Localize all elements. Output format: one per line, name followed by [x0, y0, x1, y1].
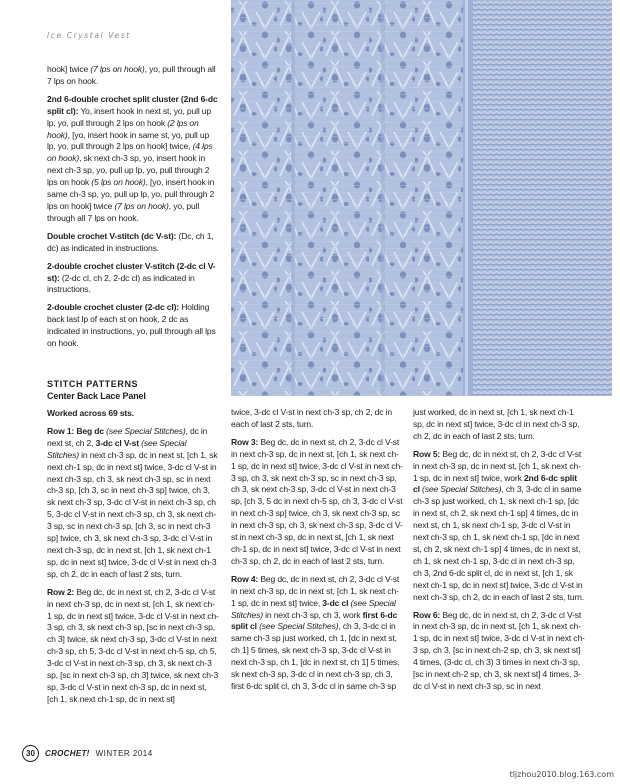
publication-name: CROCHET! — [45, 748, 90, 758]
swatch-image — [231, 0, 612, 396]
row-3-instructions: Row 3: Beg dc, dc in next st, ch 2, 3-dc cl V-st in next ch-3 sp, dc in next st, [ch 1, sk next ch-1 sp, dc in next st] twice, 3-dc cl V-st in next ch-3 sp, ch 3, sk next ch-3 sp, sc in next ch-3 sp, ch 3, sk next ch-3 sp, 3-dc cl V-st in next ch-3 sp, [ch 3, 5 dc in next ch-5 sp, ch 3, 3-dc cl V-st in next ch-3 sp] twice, ch 3, sk next ch-3 sp, sc in next ch-3 sp, ch 3, sk next ch-3 sp, 3-dc cl V-st in next ch-3 sp, dc in next st, [ch 1, sk next ch-1 sp, dc in next st] twice, 3-dc cl V-st in next ch-3 sp, ch 2, dc in each of last 2 sts, turn. — [231, 436, 403, 566]
worked-across-note: Worked across 69 sts. — [47, 408, 134, 418]
paragraph-2dc-cl-v-stitch: 2-double crochet cluster V-stitch (2-dc cl V-st): (2-dc cl, ch 2, 2-dc cl) as indicated in instructions. — [47, 260, 216, 295]
page-number: 30 — [22, 745, 39, 762]
paragraph-cluster-end: hook] twice (7 lps on hook), yo, pull through all 7 lps on hook. — [47, 64, 216, 86]
watermark: tljzhou2010.blog.163.com — [509, 770, 614, 779]
running-head: Ice Crystal Vest — [47, 31, 131, 40]
crochet-swatch-photo — [231, 0, 612, 396]
row-5-instructions: Row 5: Beg dc, dc in next st, ch 2, 3-dc cl V-st in next ch-3 sp, dc in next st, [ch 1, sk next ch-1 sp, dc in next st] twice, work 2nd 6-dc split cl (see Special Stitches), ch 3, 3-dc cl in same ch-3 sp just worked, ch 1, sk next ch-1 sp, [dc in next st, ch 2, sk next ch-1 sp] 4 times, dc in next st, ch 1, sk next ch-1 sp, 3-dc cl V-st in next ch-3 sp, ch 1, sk next ch-1 sp, [dc in next st, ch 2, sk next ch-1 sp] 4 times, dc in next st, ch 1, sk next ch-1 sp, 3-dc cl in next ch-3 sp, ch 3, 2nd 6-dc split cl, dc in next st, [ch 1, sk next ch-1 sp, dc in next st] twice, 3-dc cl V-st in next ch-3 sp, ch 2, dc in each of last 2 sts, turn. — [413, 448, 584, 602]
paragraph-dc-v-stitch: Double crochet V-stitch (dc V-st): (Dc, ch 1, dc) as indicated in instructions. — [47, 230, 214, 253]
paragraph-2nd-6dc-split-cluster: 2nd 6-double crochet split cluster (2nd 6-dc split cl): Yo, insert hook in next st, yo, pull up lp, yo, pull through 2 lps on hook (2 lps on hook), [yo, insert hook in same st, yo, pull up lp, yo, pull through 2 lps on hook] twice, (4 lps on hook), sk next ch-3 sp, yo, insert hook in next ch-3 sp, yo, pull up lp, yo, pull through 2 lps on hook (5 lps on hook), [yo, insert hook in same ch-3 sp, yo, pull up lp, yo, pull through 2 lps on hook] twice (7 lps on hook), yo, pull through all 7 lps on hook. — [47, 93, 218, 223]
middle-column — [231, 407, 403, 699]
row-1-instructions: Row 1: Beg dc (see Special Stitches), dc in next st, ch 2, 3-dc cl V-st (see Special Stitches) in next ch-3 sp, dc in next st, [ch 1, sk next ch-1 sp, dc in next st] twice, 3-dc cl V-st in next ch-3 sp, ch 3, sk next ch-3 sp, sc in next ch-3 sp, [ch 3, sc in next ch-3 sp] twice, ch 3, sk next ch-3 sp, 3-dc cl V-st in next ch-3 sp, ch 5, 3-dc cl V-st in next ch-3 sp, ch 3, sk next ch-3 sp, sc in next ch-3 sp, [ch 3, sc in next ch-3 sp] twice, ch 3, sk next ch-3 sp, 3-dc cl V-st in next ch-3 sp, dc in next st, [ch 1, sk next ch-1 sp, dc in next st] twice, 3-dc cl V-st in next ch-3 sp, ch 2, dc in each of last 2 sts, turn. — [47, 425, 218, 579]
row-2-instructions: Row 2: Beg dc, dc in next st, ch 2, 3-dc cl V-st in next ch-3 sp, dc in next st, [ch 1, sk next ch-1 sp, dc in next st] twice, 3-dc cl V-st in next ch-3 sp, ch 3, sk next ch-3 sp, [sc in next ch-3 sp, ch 3] twice, sk next ch-3 sp, 3-dc cl V-st in next ch-3 sp, ch 5, 3-dc cl V-st in next ch-5 sp, ch 5, 3-dc cl V-st in next ch-3 sp, ch 3, sk next ch-3 sp, [sc in next ch-3 sp, ch 3] twice, sk next ch-3 sp, 3-dc cl V-st in next ch-3 sp, dc in next st, [ch 1, sk next ch-1 sp, dc in next st] — [47, 586, 219, 704]
right-column — [413, 407, 585, 699]
stitch-patterns-column — [47, 378, 219, 712]
page-footer — [22, 744, 582, 762]
row-2-continued: twice, 3-dc cl V-st in next ch-3 sp, ch 2, dc in each of last 2 sts, turn. — [231, 407, 392, 429]
subsection-heading: Center Back Lace Panel — [47, 391, 146, 401]
row-4-continued: just worked, dc in next st, [ch 1, sk next ch-1 sp, dc in next st] twice, 3-dc cl in next ch-3 sp, ch 2, dc in each of last 2 sts, turn. — [413, 407, 580, 441]
section-heading: STITCH PATTERNS — [47, 379, 139, 389]
special-stitches-column — [47, 64, 219, 356]
row-6-instructions: Row 6: Beg dc, dc in next st, ch 2, 3-dc cl V-st in next ch-3 sp, dc in next st, [ch 1, sk next ch-1 sp, dc in next st] twice, 3-dc cl V-st in next ch-3 sp, ch 3, [sc in next ch-2 sp, ch 3, sk next st] 4 times, (3-dc cl, ch 3) 3 times in next ch-3 sp, [sc in next ch-2 sp, ch 3, sk next st] 4 times, 3-dc cl V-st in next ch-3 sp, sc in next — [413, 609, 585, 691]
row-4-instructions: Row 4: Beg dc, dc in next st, ch 2, 3-dc cl V-st in next ch-3 sp, dc in next st, [ch 1, sk next ch-1 sp, dc in next st] twice, 3-dc cl (see Special Stitches) in next ch-3 sp, ch 3, work first 6-dc split cl (see Special Stitches), ch 3, 3-dc cl in same ch-3 sp just worked, ch 1, [dc in next st, ch 1] 5 times, sk next ch-3 sp, 3-dc cl V-st in next ch-3 sp, ch 1, [dc in next st, ch 1] 5 times, sk next ch-3 sp, 3-dc cl in next ch-3 sp, ch 3, first 6-dc split cl, ch 3, 3-dc cl in same ch-3 sp — [231, 573, 400, 691]
paragraph-2dc-cluster: 2-double crochet cluster (2-dc cl): Holding back last lp of each st on hook, 2 dc as indicated in instructions, yo, pull through all lps on hook. — [47, 302, 216, 349]
issue-label: WINTER 2014 — [95, 748, 153, 758]
